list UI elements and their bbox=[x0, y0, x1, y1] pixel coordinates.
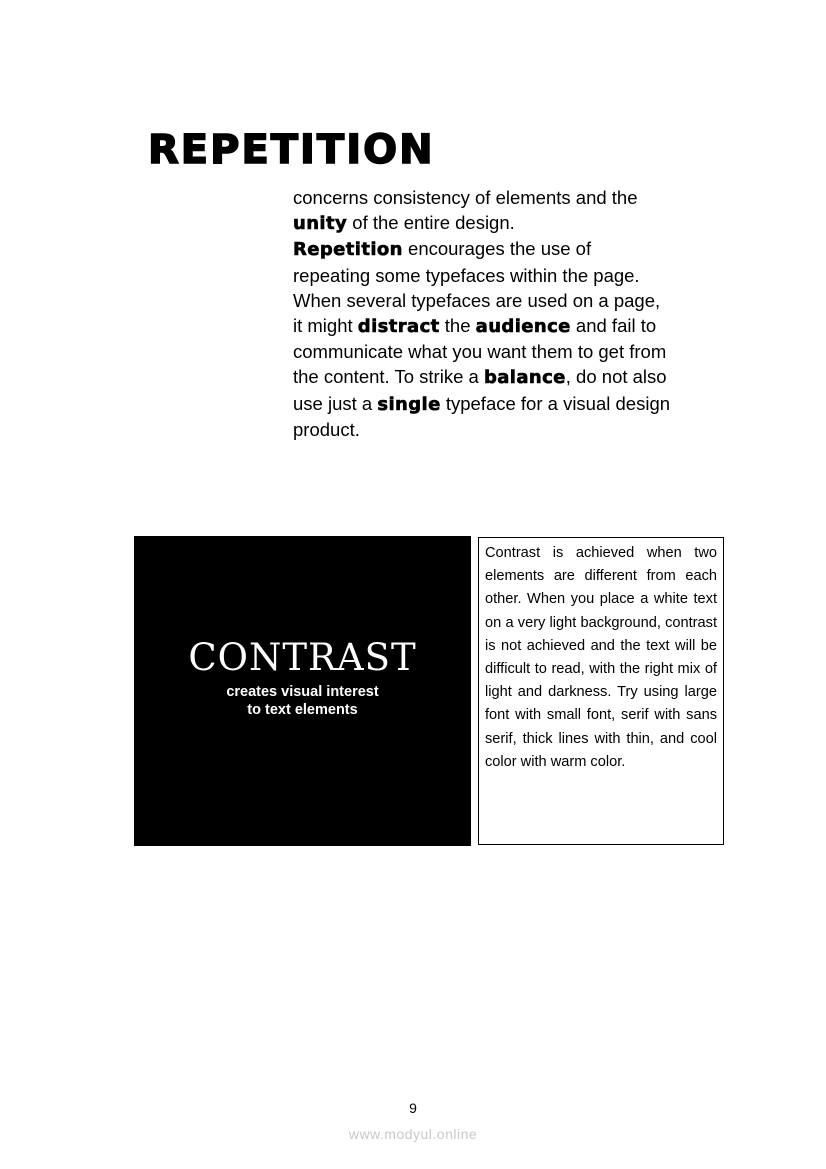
repetition-paragraph bbox=[293, 185, 673, 442]
text-run: , do not also use just a bbox=[293, 366, 667, 414]
contrast-title: CONTRAST bbox=[188, 636, 417, 679]
text-run: encourages the use of repeating some typefaces within the page. When several typefaces are used on a page, it might bbox=[293, 238, 661, 337]
emphasis-distract: distract bbox=[357, 316, 440, 338]
text-run: the bbox=[439, 315, 476, 337]
emphasis-audience: audience bbox=[475, 316, 571, 338]
page-title: REPETITION bbox=[148, 127, 435, 173]
text-run: concerns consistency of elements and the bbox=[293, 187, 638, 208]
page-number: 9 bbox=[409, 1100, 417, 1116]
contrast-panel bbox=[134, 536, 471, 846]
emphasis-single: single bbox=[377, 393, 441, 415]
text-run: and fail to communicate what you want them to get from the content. To strike a bbox=[293, 315, 667, 388]
watermark: www.modyul.online bbox=[348, 1126, 478, 1142]
emphasis-repetition: Repetition bbox=[293, 239, 403, 261]
text-run: typeface for a visual design product. bbox=[293, 392, 671, 440]
text-run: of the entire design. bbox=[347, 212, 515, 234]
emphasis-balance: balance bbox=[483, 367, 566, 389]
emphasis-unity: unity bbox=[293, 213, 348, 235]
contrast-text-box: Contrast is achieved when two elements are different from each other. When you place a white text on a very light background, contrast is not achieved and the text will be difficult to read, with the right mix of light and darkness. Try using large font with small font, serif with sans serif, thick lines with thin, and cool color with warm color. bbox=[478, 537, 724, 845]
contrast-subtitle-line: creates visual interest bbox=[226, 684, 379, 700]
contrast-subtitle-line: to text elements bbox=[247, 702, 358, 718]
contrast-subtitle bbox=[134, 683, 471, 719]
